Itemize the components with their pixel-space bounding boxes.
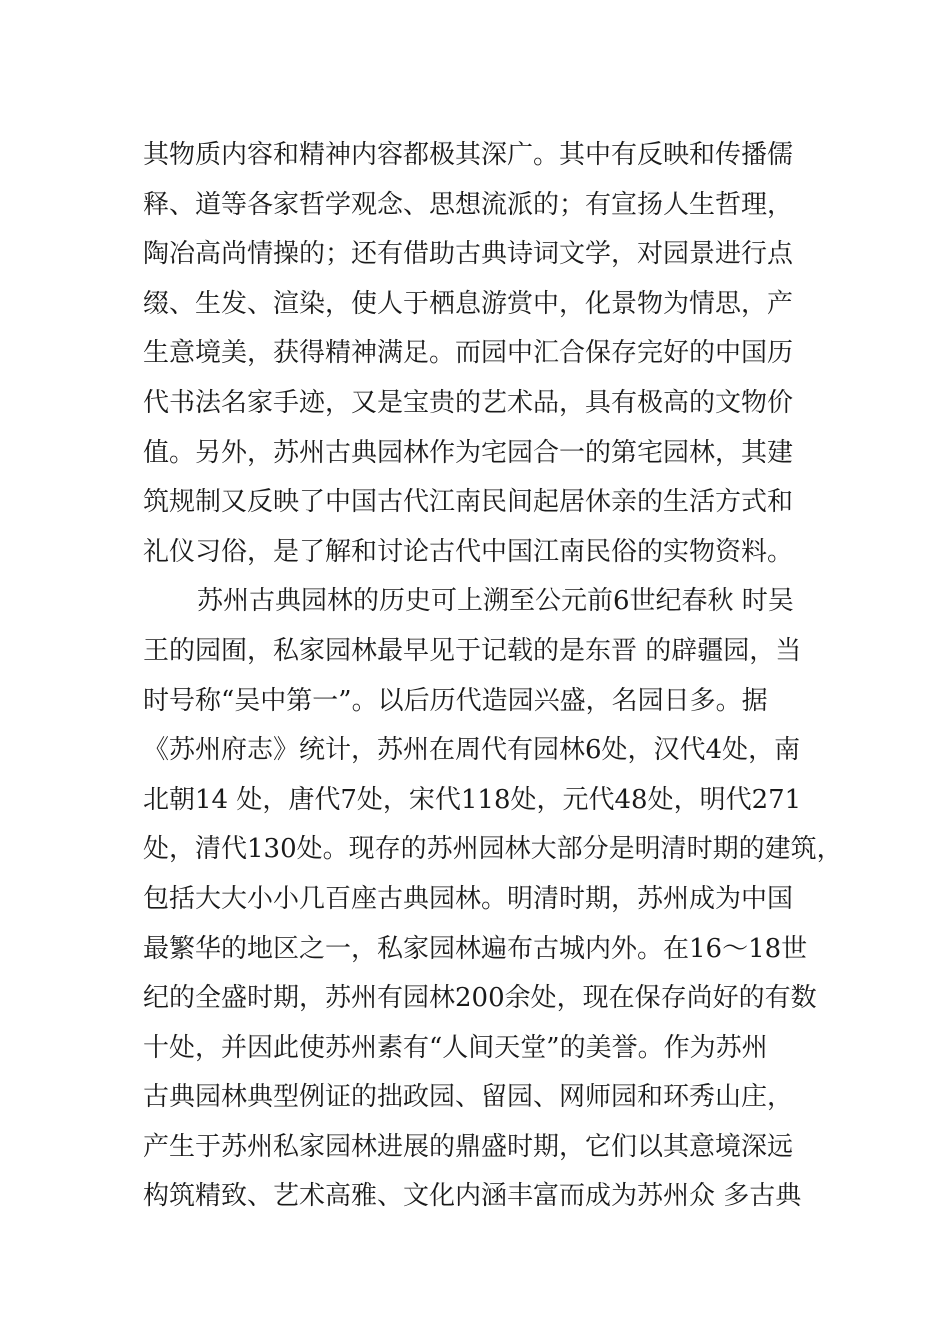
text-line: 处，清代130处。现存的苏州园林大部分是明清时期的建筑， (143, 834, 843, 865)
text-line: 构筑精致、艺术高雅、文化内涵丰富而成为苏州众 多古典 (143, 1181, 802, 1212)
text-line: 王的园囿，私家园林最早见于记载的是东晋 的辟疆园，当 (143, 635, 802, 666)
text-line: 产生于苏州私家园林进展的鼎盛时期，它们以其意境深远 (143, 1131, 794, 1162)
text-line: 其物质内容和精神内容都极其深广。其中有反映和传播儒 (143, 140, 794, 170)
text-line: 礼仪习俗，是了解和讨论古代中国江南民俗的实物资料。 (143, 536, 794, 567)
text-line: 释、道等各家哲学观念、思想流派的；有宣扬人生哲理， (143, 189, 794, 220)
paragraph-start-line: 苏州古典园林的历史可上溯至公元前6世纪春秋 时吴 (197, 586, 794, 617)
text-line: 《苏州府志》统计，苏州在周代有园林6处，汉代4处，南 (143, 735, 801, 766)
text-line: 时号称“吴中第一”。以后历代造园兴盛，名园日多。据 (143, 685, 768, 716)
text-line: 十处，并因此使苏州素有“人间天堂”的美誉。作为苏州 (143, 1032, 768, 1063)
text-line: 古典园林典型例证的拙政园、留园、网师园和环秀山庄， (143, 1082, 794, 1113)
body-text (143, 131, 843, 1222)
text-line: 包括大大小小几百座古典园林。明清时期，苏州成为中国 (143, 883, 794, 914)
text-line: 最繁华的地区之一，私家园林遍布古城内外。在16～18世 (143, 933, 808, 964)
text-line: 纪的全盛时期，苏州有园林200余处，现在保存尚好的有数 (143, 983, 817, 1014)
text-line: 值。另外，苏州古典园林作为宅园合一的第宅园林，其建 (143, 437, 794, 468)
text-line: 代书法名家手迹，又是宝贵的艺术品，具有极高的文物价 (143, 387, 794, 418)
text-line: 陶冶高尚情操的；还有借助古典诗词文学，对园景进行点 (143, 239, 794, 270)
text-line: 生意境美，获得精神满足。而园中汇合保存完好的中国历 (143, 338, 794, 369)
text-line: 缀、生发、渲染，使人于栖息游赏中，化景物为情思，产 (143, 288, 794, 319)
text-line: 筑规制又反映了中国古代江南民间起居休亲的生活方式和 (143, 487, 794, 518)
text-line: 北朝14 处，唐代7处，宋代118处，元代48处，明代271 (143, 784, 802, 815)
